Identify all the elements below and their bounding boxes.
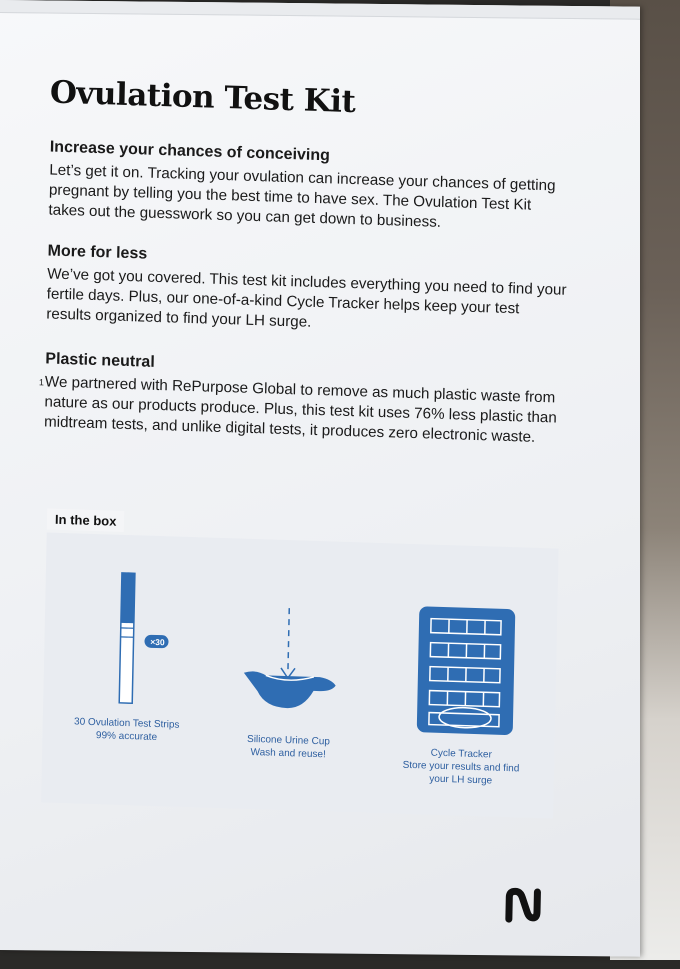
section-body: We partnered with RePurpose Global to remove as much plastic waste from nature as our products produce. Plus, this test kit uses 76% less plastic than midtream tests, and unlike digital tests, it produces zero electronic waste.: [44, 372, 565, 448]
quantity-badge: ×30: [146, 637, 168, 648]
cycle-tracker-icon: [415, 604, 518, 737]
item-detail: Wash and reuse!: [218, 745, 358, 762]
item-name: 30 Ovulation Test Strips: [57, 715, 197, 732]
item-caption-urine-cup: [218, 732, 359, 762]
item-name: Cycle Tracker: [396, 746, 526, 763]
item-name: Silicone Urine Cup: [218, 732, 358, 749]
section-body: Let’s get it on. Tracking your ovulation can increase your chances of getting pregnant by telling you the best time to have sex. The Ovulation Test Kit takes out the guesswork so you can get down to business.: [48, 161, 569, 237]
item-caption-cycle-tracker: [396, 746, 527, 789]
brand-logo-icon: [505, 887, 546, 924]
item-detail: Store your results and find your LH surge: [396, 759, 527, 789]
section-more-for-less: [46, 242, 568, 340]
item-detail: 99% accurate: [56, 728, 196, 745]
product-title: Ovulation Test Kit: [50, 75, 356, 121]
test-strip-icon: [107, 571, 180, 708]
section-heading: Increase your chances of conceiving: [50, 139, 570, 173]
section-conceiving: [48, 139, 570, 237]
footnote-mark: 1: [39, 377, 44, 387]
section-body: We’ve got you covered. This test kit includes everything you need to find your fertile days. Plus, our one-of-a-kind Cycle Tracker helps keep your test results organized to find your LH surge.: [46, 264, 567, 340]
in-the-box-label: In the box: [47, 509, 125, 532]
urine-cup-icon: [235, 603, 347, 716]
section-plastic-neutral: [44, 350, 566, 448]
section-heading: More for less: [47, 242, 567, 276]
item-caption-test-strips: [56, 715, 197, 745]
section-heading: Plastic neutral: [45, 350, 565, 384]
